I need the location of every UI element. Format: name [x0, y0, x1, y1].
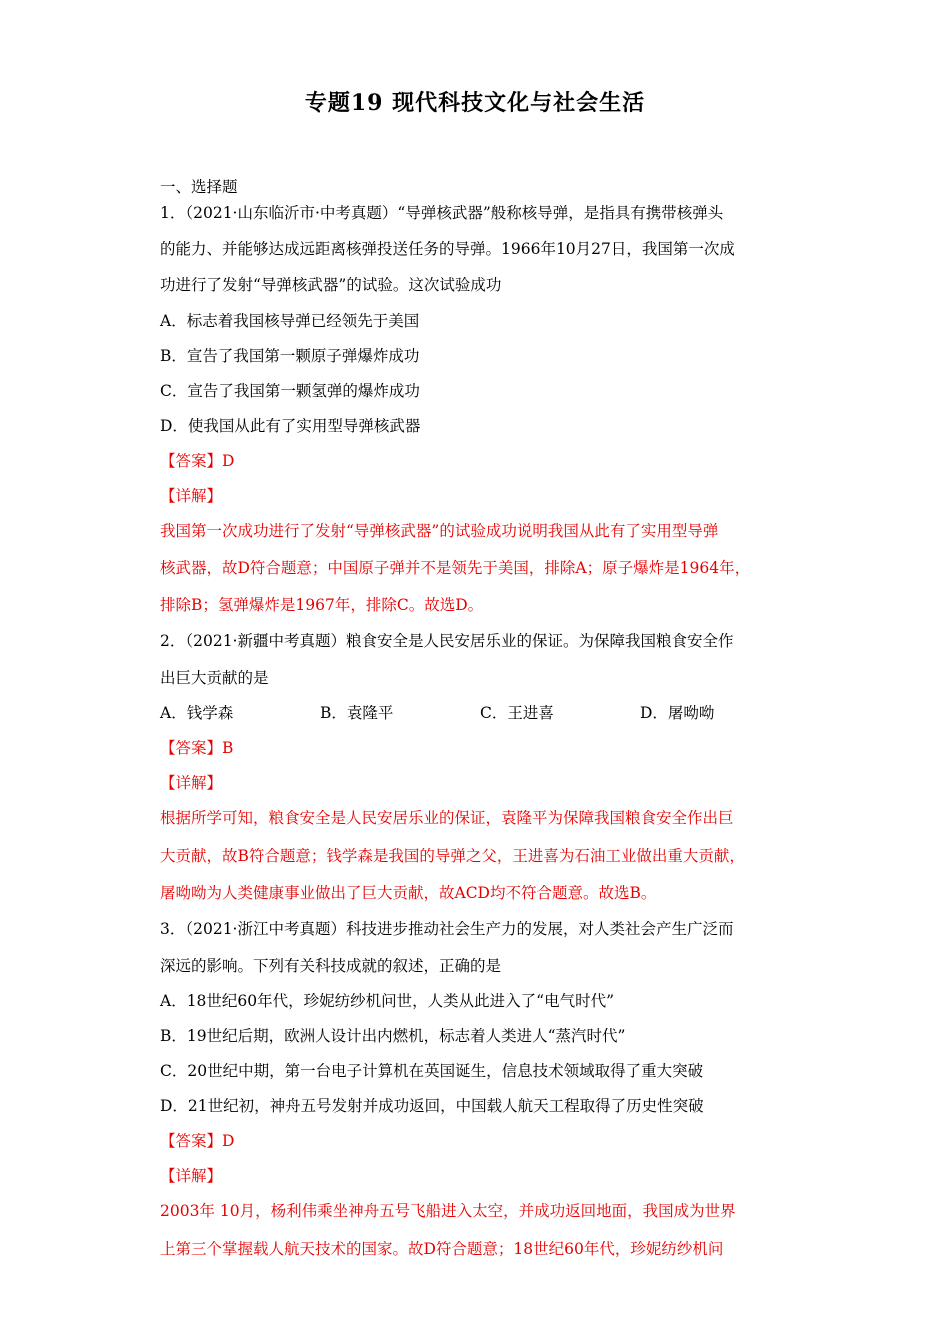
q1-option-c: C．宣告了我国第一颗氢弹的爆炸成功	[160, 382, 420, 400]
page-title: 专题19 现代科技文化与社会生活	[304, 90, 646, 116]
q1-detail-line: 核武器，故D符合题意；中国原子弹并不是领先于美国，排除A；原子爆炸是1964年，	[160, 559, 751, 577]
q3-option-b: B．19世纪后期，欧洲人设计出内燃机，标志着人类进人“蒸汽时代”	[160, 1027, 626, 1045]
q3-option-d: D．21世纪初，神舟五号发射并成功返回，中国载人航天工程取得了历史性突破	[160, 1097, 704, 1115]
q3-detail-line: 2003年 10月，杨利伟乘坐神舟五号飞船进入太空，并成功返回地面，我国成为世界	[160, 1202, 736, 1220]
q2-option-a: A．钱学森	[160, 704, 234, 722]
q2-option-c: C．王进喜	[480, 704, 554, 722]
q2-detail-line: 大贡献，故B符合题意；钱学森是我国的导弹之父，王进喜为石油工业做出重大贡献，	[160, 847, 745, 865]
q2-option-d: D．屠呦呦	[640, 704, 715, 722]
q3-stem-line: 3．（2021·浙江中考真题）科技进步推动社会生产力的发展，对人类社会产生广泛而	[160, 920, 734, 938]
q1-stem-line: 1．（2021·山东临沂市·中考真题）“导弹核武器”般称核导弹，是指具有携带核弹头	[160, 204, 724, 222]
q3-answer: 【答案】D	[160, 1132, 235, 1150]
q1-stem-line: 的能力、并能够达成远距离核弹投送任务的导弹。1966年10月27日，我国第一次成	[160, 240, 735, 258]
q3-option-a: A．18世纪60年代，珍妮纺纱机问世，人类从此进入了“电气时代”	[160, 992, 614, 1010]
q1-option-a: A．标志着我国核导弹已经领先于美国	[160, 312, 420, 330]
q3-stem-line: 深远的影响。下列有关科技成就的叙述，正确的是	[160, 957, 502, 975]
q3-detail-label: 【详解】	[160, 1167, 223, 1185]
q2-detail-line: 屠呦呦为人类健康事业做出了巨大贡献，故ACD均不符合题意。故选B。	[160, 884, 657, 902]
q2-stem-line: 出巨大贡献的是	[160, 669, 269, 687]
q1-detail-line: 我国第一次成功进行了发射“导弹核武器”的试验成功说明我国从此有了实用型导弹	[160, 522, 719, 540]
q1-detail-line: 排除B；氢弹爆炸是1967年，排除C。故选D。	[160, 596, 484, 614]
q1-option-d: D．使我国从此有了实用型导弹核武器	[160, 417, 421, 435]
q1-option-b: B．宣告了我国第一颗原子弹爆炸成功	[160, 347, 420, 365]
q1-detail-label: 【详解】	[160, 487, 223, 505]
q1-answer: 【答案】D	[160, 452, 235, 470]
q1-stem-line: 功进行了发射“导弹核武器”的试验。这次试验成功	[160, 276, 502, 294]
q2-answer: 【答案】B	[160, 739, 234, 757]
q2-detail-label: 【详解】	[160, 774, 223, 792]
q2-options	[160, 702, 800, 724]
q2-stem-line: 2．（2021·新疆中考真题）粮食安全是人民安居乐业的保证。为保障我国粮食安全作	[160, 632, 734, 650]
section-heading: 一、选择题	[160, 178, 238, 196]
q2-option-b: B．袁隆平	[320, 704, 394, 722]
q2-detail-line: 根据所学可知，粮食安全是人民安居乐业的保证，袁隆平为保障我国粮食安全作出巨	[160, 809, 734, 827]
q3-option-c: C．20世纪中期，第一台电子计算机在英国诞生，信息技术领域取得了重大突破	[160, 1062, 704, 1080]
q3-detail-line: 上第三个掌握载人航天技术的国家。故D符合题意；18世纪60年代，珍妮纺纱机问	[160, 1240, 724, 1258]
